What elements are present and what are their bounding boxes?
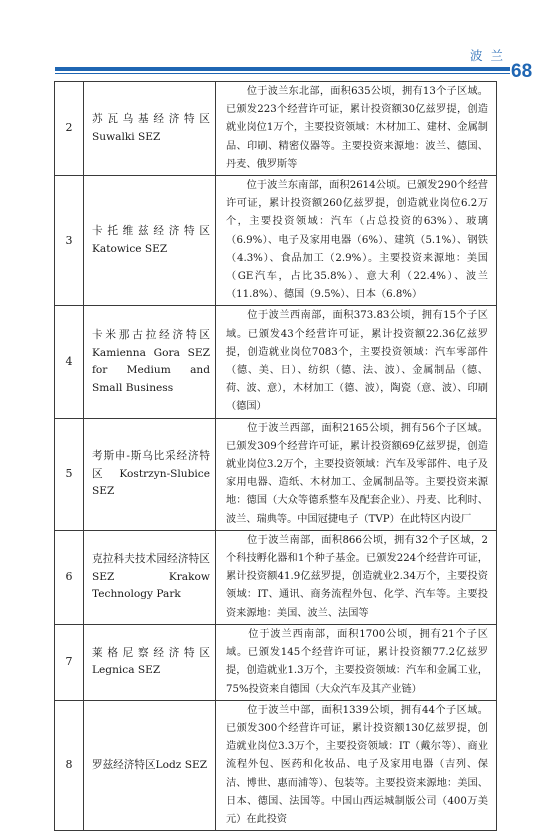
page-number: 68: [511, 61, 533, 82]
zone-description: 位于波兰中部，面积1339公顷，拥有44个子区域。已颁发300个经营许可证，累计投资额130亿兹罗提，创造就业岗位3.3万个，主要投资领域：IT（戴尔等）、商业流程外包、医药和化妆品、电子及家用电器（吉列、保洁、博世、惠而浦等）、包装等。主要投资来源地：美国、日本、德国、法国等。中国山西运城制版公司（400万美元）在此投资: [216, 700, 497, 830]
row-number: 3: [55, 176, 84, 306]
row-number: 8: [55, 700, 84, 830]
zone-description: 位于波兰西南部，面积1700公顷，拥有21个子区域。已颁发145个经营许可证，累计投资额77.2亿兹罗提，创造就业1.3万个，主要投资领域：汽车和金属工业，75%投资来自德国（大众汽车及其产业链）: [216, 624, 497, 700]
table-row: [55, 82, 497, 176]
table-row: [55, 624, 497, 700]
zone-name: 卡托维兹经济特区Katowice SEZ: [84, 176, 216, 306]
zone-name: 考斯申-斯乌比采经济特区Kostrzyn-Slubice SEZ: [84, 418, 216, 530]
zone-name: 罗兹经济特区Lodz SEZ: [84, 700, 216, 830]
row-number: 2: [55, 82, 84, 176]
row-number: 6: [55, 530, 84, 624]
zone-description: 位于波兰东南部，面积2614公顷。已颁发290个经营许可证，累计投资额260亿兹罗提，创造就业岗位6.2万个，主要投资领域：汽车（占总投资的63%）、玻璃（6.9%）、电子及家用电器（6%）、建筑（5.1%）、钢铁（4.3%）、食品加工（2.9%）。主要投资来源地：美国（GE汽车，占比35.8%）、意大利（22.4%）、波兰（11.8%）、德国（9.5%）、日本（6.8%）: [216, 176, 497, 306]
header-rule: [55, 67, 510, 71]
zone-description: 位于波兰西南部，面积373.83公顷，拥有15个子区域。已颁发43个经营许可证，累计投资额22.36亿兹罗提，创造就业岗位7083个，主要投资领域：汽车零部件（德、美、日）、纺织（德、法、波）、金属制品（德、荷、波、意），木材加工（德、波），陶瓷（意、波）、印刷（德国）: [216, 306, 497, 418]
zone-name: 卡米那古拉经济特区Kamienna Gora SEZ for Medium and Small Business: [84, 306, 216, 418]
row-number: 5: [55, 418, 84, 530]
table-row: [55, 700, 497, 830]
zone-name: 苏瓦乌基经济特区Suwalki SEZ: [84, 82, 216, 176]
running-header-title: 波 兰: [470, 48, 505, 63]
table-row: [55, 306, 497, 418]
zone-description: 位于波兰南部，面积866公顷，拥有32个子区域，2个科技孵化器和1个种子基金。已颁发224个经营许可证，累计投资额41.9亿兹罗提，创造就业2.34万个，主要投资领域：IT、通讯、商务流程外包、化学、汽车等。主要投资来源地：美国、波兰、法国等: [216, 530, 497, 624]
zone-description: 位于波兰西部，面积2165公顷，拥有56个子区域。已颁发309个经营许可证，累计投资额69亿兹罗提，创造就业岗位3.2万个，主要投资领域：汽车及零部件、电子及家用电器、造纸、木材加工、金属制品等。主要投资来源地：德国（大众等德系整车及配套企业）、丹麦、比利时、波兰、瑞典等。中国冠捷电子（TVP）在此特区内设厂: [216, 418, 497, 530]
economic-zones-table: [54, 81, 497, 831]
zone-description: 位于波兰东北部，面积635公顷，拥有13个子区域。已颁发223个经营许可证，累计投资额30亿兹罗提，创造就业岗位1万个，主要投资领域：木材加工、建材、金属制品、印刷、精密仪器等。主要投资来源地：波兰、德国、丹麦、俄罗斯等: [216, 82, 497, 176]
row-number: 7: [55, 624, 84, 700]
zone-name: 莱格尼察经济特区Legnica SEZ: [84, 624, 216, 700]
header-rule-thin: [55, 73, 510, 74]
zone-name: 克拉科夫技术园经济特区SEZ Krakow Technology Park: [84, 530, 216, 624]
table-row: [55, 530, 497, 624]
table-row: [55, 176, 497, 306]
row-number: 4: [55, 306, 84, 418]
table-row: [55, 418, 497, 530]
